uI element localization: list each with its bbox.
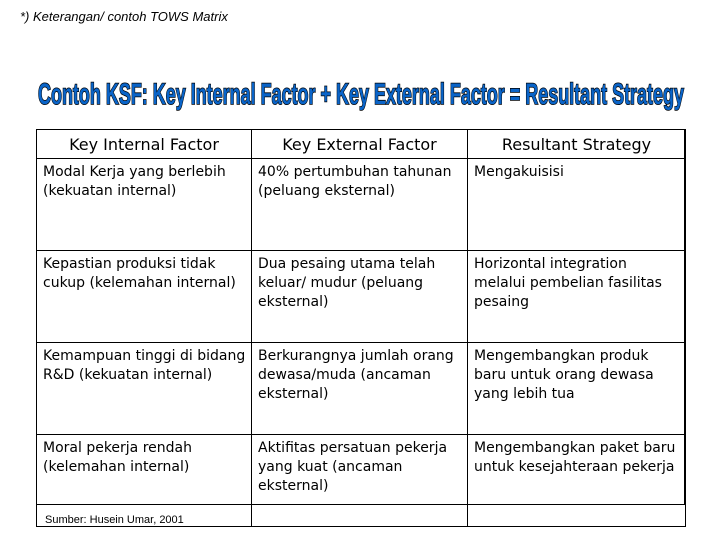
header-row	[37, 130, 686, 159]
cell-resultant-strategy: Mengembangkan produk baru untuk orang dewasa yang lebih tua	[468, 343, 686, 435]
source-citation: Sumber: Husein Umar, 2001	[45, 514, 184, 526]
cell-resultant-strategy: Mengembangkan paket baru untuk kesejahteraan pekerja	[468, 435, 686, 527]
cell-external-factor: Aktifitas persatuan pekerja yang kuat (ancaman eksternal)	[252, 435, 468, 527]
note-caption: *) Keterangan/ contoh TOWS Matrix	[20, 9, 228, 24]
table-row	[37, 251, 686, 343]
cell-external-factor: Berkurangnya jumlah orang dewasa/muda (ancaman eksternal)	[252, 343, 468, 435]
cell-internal-factor: Moral pekerja rendah (kelemahan internal)	[37, 435, 252, 527]
cell-resultant-strategy: Mengakuisisi	[468, 159, 686, 251]
slide-title-text: Contoh KSF: Key Internal Factor + Key External Factor = Resultant Strategy	[38, 78, 685, 111]
cell-internal-factor: Modal Kerja yang berlebih (kekuatan internal)	[37, 159, 252, 251]
cell-external-factor: 40% pertumbuhan tahunan (peluang eksternal)	[252, 159, 468, 251]
table-row	[37, 435, 686, 527]
table-row	[37, 159, 686, 251]
cell-resultant-strategy: Horizontal integration melalui pembelian fasilitas pesaing	[468, 251, 686, 343]
cell-internal-factor: Kemampuan tinggi di bidang R&D (kekuatan internal)	[37, 343, 252, 435]
header-key-external-factor: Key External Factor	[252, 130, 468, 159]
table-row	[37, 343, 686, 435]
slide-title	[0, 64, 720, 120]
cell-internal-factor: Kepastian produksi tidak cukup (kelemahan internal)	[37, 251, 252, 343]
ksf-table	[36, 129, 686, 527]
header-key-internal-factor: Key Internal Factor	[37, 130, 252, 159]
cell-external-factor: Dua pesaing utama telah keluar/ mudur (peluang eksternal)	[252, 251, 468, 343]
header-resultant-strategy: Resultant Strategy	[468, 130, 686, 159]
